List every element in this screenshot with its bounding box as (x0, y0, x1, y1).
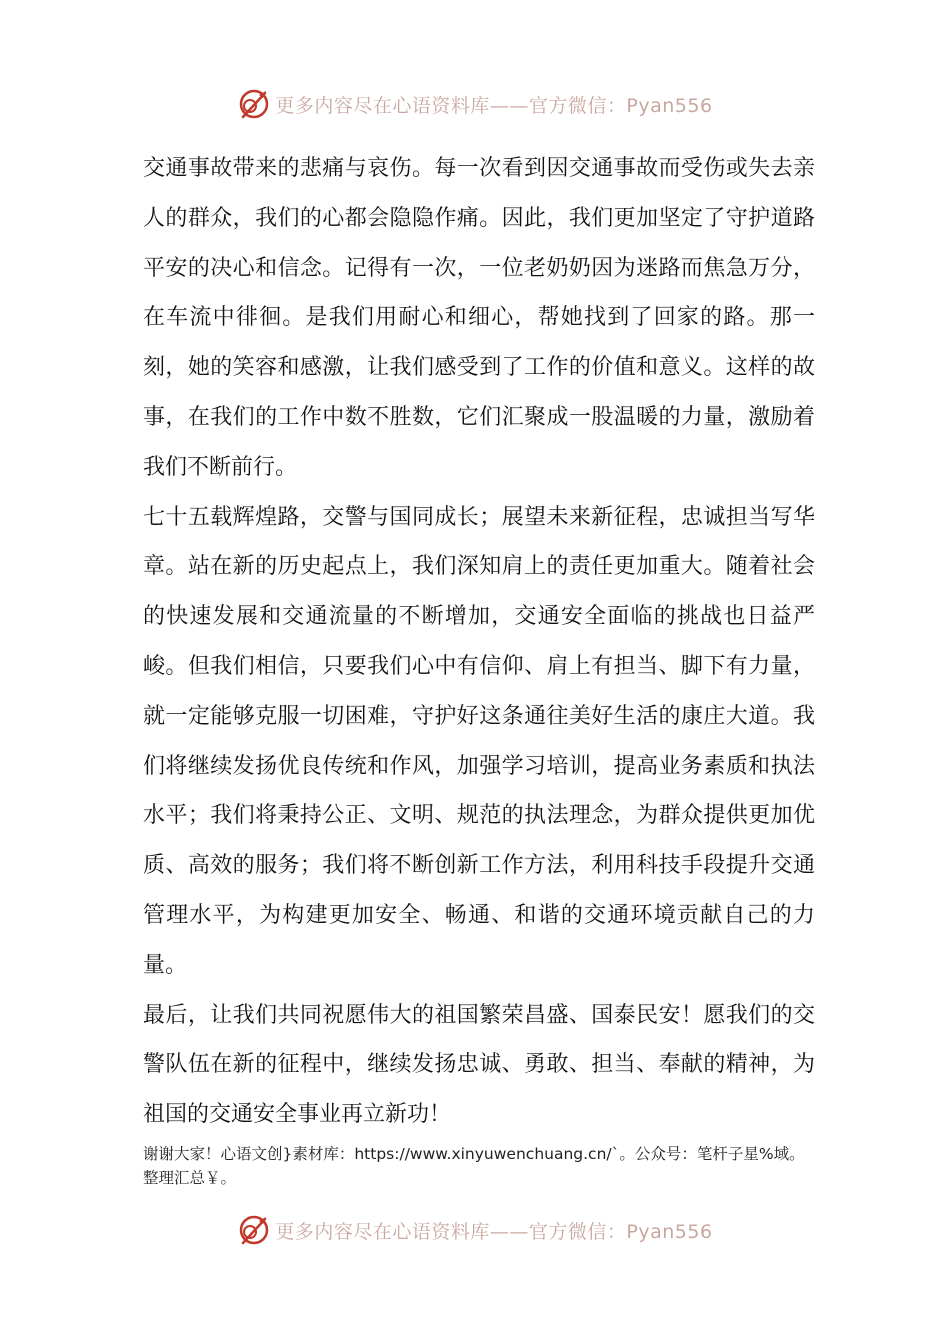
paragraph-2: 七十五载辉煌路，交警与国同成长；展望未来新征程，忠诚担当写华章。站在新的历史起点上，我们深知肩上的责任更加重大。随着社会的快速发展和交通流量的不断增加，交通安全面临的挑战也日益严峻。但我们相信，只要我们心中有信仰、肩上有担当、脚下有力量，就一定能够克服一切困难，守护好这条通往美好生活的康庄大道。我们将继续发扬优良传统和作风，加强学习培训，提高业务素质和执法水平；我们将秉持公正、文明、规范的执法理念，为群众提供更加优质、高效的服务；我们将不断创新工作方法，利用科技手段提升交通管理水平，为构建更加安全、畅通、和谐的交通环境贡献自己的力量。 (143, 504, 815, 978)
article-body (143, 144, 815, 1140)
footer-watermark-banner (0, 1210, 950, 1250)
banner-wechat-id: Pyan556 (626, 1220, 713, 1243)
paragraph-1: 交通事故带来的悲痛与哀伤。每一次看到因交通事故而受伤或失去亲人的群众，我们的心都会隐隐作痛。因此，我们更加坚定了守护道路平安的决心和信念。记得有一次，一位老奶奶因为迷路而焦急万分，在车流中徘徊。是我们用耐心和细心，帮她找到了回家的路。那一刻，她的笑容和感激，让我们感受到了工作的价值和意义。这样的故事，在我们的工作中数不胜数，它们汇聚成一股温暖的力量，激励着我们不断前行。 (143, 156, 815, 480)
pen-logo-icon (237, 1213, 271, 1247)
footnote-source: 谢谢大家！心语文创}素材库：https://www.xinyuwenchuang.cn/`。公众号：笔杆子星%域。整理汇总￥。 (143, 1145, 805, 1187)
banner-text: 更多内容尽在心语资料库——官方微信：Pyan556 (275, 1220, 713, 1243)
header-watermark-banner (0, 84, 950, 124)
pen-logo-icon (237, 87, 271, 121)
banner-wechat-id: Pyan556 (626, 94, 713, 117)
paragraph-3: 最后，让我们共同祝愿伟大的祖国繁荣昌盛、国泰民安！愿我们的交警队伍在新的征程中，继续发扬忠诚、勇敢、担当、奉献的精神，为祖国的交通安全事业再立新功！ (143, 1002, 815, 1128)
banner-text: 更多内容尽在心语资料库——官方微信：Pyan556 (275, 94, 713, 117)
